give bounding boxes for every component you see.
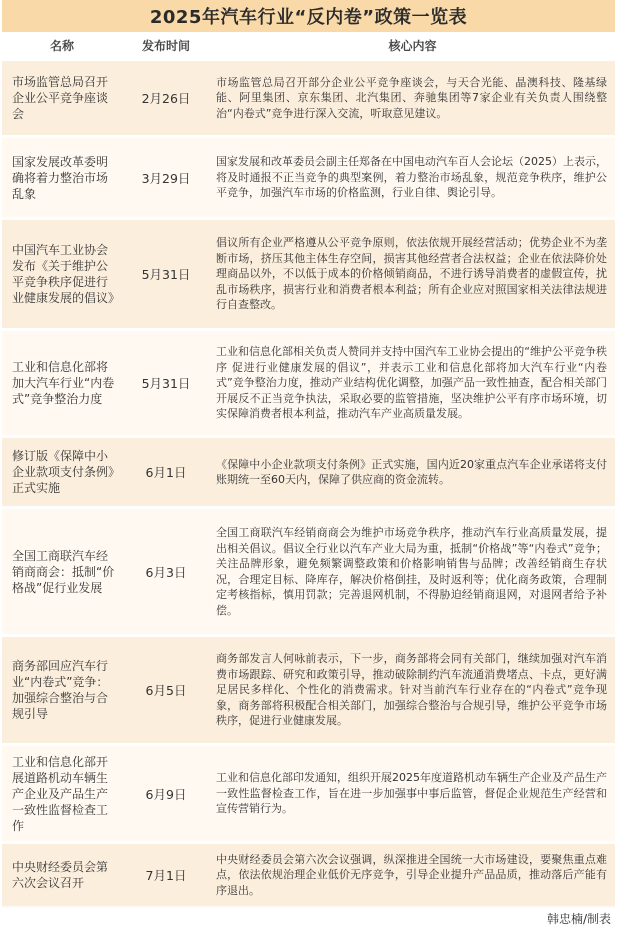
table-body — [2, 58, 615, 906]
row-date: 7月1日 — [145, 868, 187, 883]
row-name: 国家发展改革委明确将着力整治市场乱象 — [12, 154, 109, 201]
row-name: 中央财经委员会第六次会议召开 — [12, 860, 109, 890]
row-content: 工业和信息化部印发通知，组织开展2025年度道路机动车辆生产企业及产品生产一致性监督检查工作，旨在进一步加强事中事后监管，督促企业规范生产经营和宣传营销行为。 — [216, 771, 607, 816]
header-content: 核心内容 — [388, 38, 437, 53]
row-date: 6月5日 — [145, 683, 187, 698]
row-name: 工业和信息化部将加大汽车行业“内卷式”竞争整治力度 — [12, 360, 115, 406]
row-name: 中国汽车工业协会发布《关于维护公平竞争秩序促进行业健康发展的倡议》 — [12, 243, 121, 305]
row-date: 3月29日 — [141, 170, 191, 186]
table-row — [2, 743, 615, 841]
row-name: 修订版《保障中小企业款项支付条例》正式实施 — [12, 449, 115, 495]
row-content: 市场监管总局召开部分企业公平竞争座谈会，与天合光能、晶澳科技、隆基绿能、阿里集团、京东集团、北汽集团、奔驰集团等7家企业有关负责人围绕整治“内卷式”竞争进行深入交流，听取意见建议。 — [216, 75, 607, 120]
row-content: 工业和信息化部相关负责人赞同并支持中国汽车工业协会提出的“维护公平竞争秩序 促进行业健康发展的倡议”，并表示工业和信息化部将加大汽车行业“内卷式”竞争整治力度，推动产业结构优化调整，加强产品一致性抽查，配合相关部门开展反不正当竞争执法，采取必要的监管措施，坚决维护公平有序市场环境，切实保障消费者根本利益，推动汽车产业高质量发展。 — [216, 345, 607, 421]
table-title: 2025年汽车行业“反内卷”政策一览表 — [2, 0, 615, 32]
table-credit: 韩忠楠/制表 — [546, 912, 611, 926]
row-name: 商务部回应汽车行业“内卷式”竞争：加强综合整治与合规引导 — [12, 659, 109, 721]
row-content: 中央财经委员会第六次会议强调，纵深推进全国统一大市场建设，要聚焦重点难点，依法依规治理企业低价无序竞争，引导企业提升产品品质，推动落后产能有序退出。 — [216, 852, 607, 897]
row-date: 6月1日 — [145, 465, 187, 480]
row-content: 商务部发言人何咏前表示，下一步，商务部将会同有关部门，继续加强对汽车消费市场跟踪、研究和政策引导，推动破除制约汽车流通消费堵点、卡点，更好满足居民多样化、个性化的消费需求。针对当前汽车行业存在的“内卷式”竞争现象，商务部将积极配合相关部门，加强综合整治与合规引导，维护公平竞争市场秩序，促进行业健康发展。 — [216, 652, 607, 728]
row-date: 5月31日 — [141, 376, 191, 391]
row-name: 全国工商联汽车经销商商会：抵制“价格战”促行业发展 — [12, 548, 115, 595]
row-content: 《保障中小企业款项支付条例》正式实施，国内近20家重点汽车企业承诺将支付账期统一至60天内，保障了供应商的资金流转。 — [216, 457, 607, 486]
header-name: 名称 — [49, 38, 74, 53]
policy-table-sheet — [2, 0, 615, 908]
table-row — [2, 58, 615, 135]
row-content: 全国工商联汽车经销商商会为维护市场竞争秩序，推动汽车行业高质量发展，提出相关倡议。倡议全行业以汽车产业大局为重，抵制“价格战”等“内卷式”竞争；关注品牌形象，避免频繁调整政策和价格影响销售与品牌；改善经销商生存状况，合理定目标、降库存，解决价格倒挂，及时返利等；优化商务政策，合理制定考核指标，慎用罚款；完善退网机制，不得胁迫经销商退网，对退网者给予补偿。 — [216, 526, 607, 617]
row-content: 国家发展和改革委员会副主任郑备在中国电动汽车百人会论坛（2025）上表示，将及时通报不正当竞争的典型案例，着力整治市场乱象，规范竞争秩序，维护公平竞争，加强汽车市场的价格监测，行业自律、舆论引导。 — [216, 155, 607, 200]
header-date: 发布时间 — [141, 38, 190, 53]
table-row — [2, 435, 615, 506]
table-row — [2, 506, 615, 634]
table-header — [2, 32, 615, 58]
table-row — [2, 217, 615, 328]
row-date: 6月3日 — [145, 564, 187, 580]
table-row — [2, 841, 615, 906]
row-content: 倡议所有企业严格遵从公平竞争原则，依法依规开展经营活动；优势企业不为垄断市场，挤压其他主体生存空间，损害其他经营者合法权益；企业在依法降价处理商品以外，不以低于成本的价格倾销商品，不进行诱导消费者的虚假宣传，扰乱市场秩序，损害行业和消费者根本利益；所有企业应对照国家相关法律法规进行自查整改。 — [216, 236, 607, 312]
row-date: 6月9日 — [145, 786, 187, 802]
row-name: 工业和信息化部开展道路机动车辆生产企业及产品生产一致性监督检查工作 — [12, 754, 109, 833]
table-row — [2, 634, 615, 743]
table-row — [2, 135, 615, 217]
row-date: 2月26日 — [141, 91, 191, 106]
row-date: 5月31日 — [141, 267, 191, 282]
row-name: 市场监管总局召开企业公平竞争座谈会 — [12, 75, 109, 121]
table-row — [2, 328, 615, 435]
